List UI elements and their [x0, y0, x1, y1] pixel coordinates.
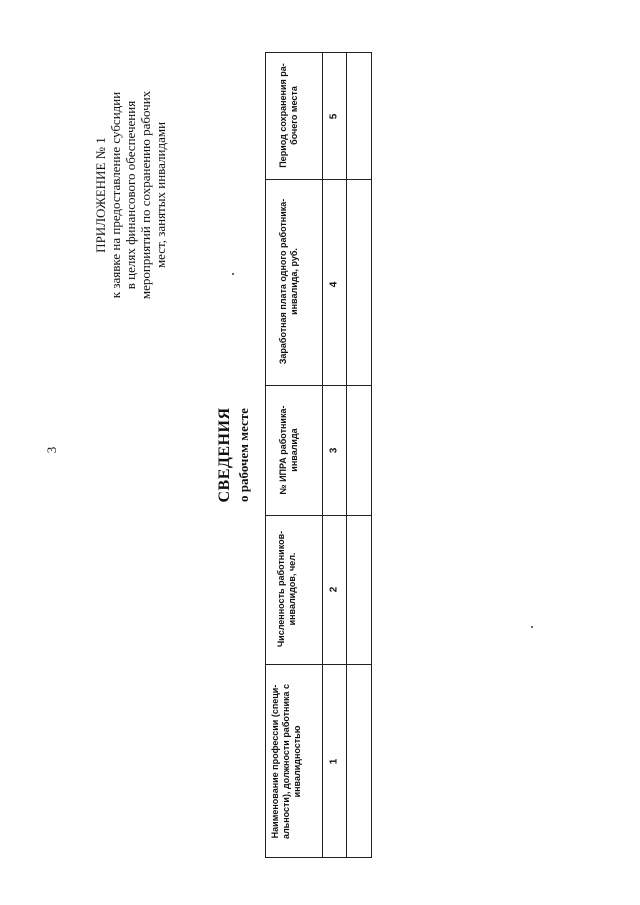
appendix-line: мероприятий по сохранению рабочих	[138, 90, 153, 300]
column-number: 3	[328, 447, 340, 454]
column-header: № ИПРА работника-инвалида	[278, 405, 299, 495]
table-rule	[346, 53, 347, 857]
column-number: 5	[328, 113, 340, 120]
column-header: Наименование профессии (специ-альности), должности работника с инвалидностью	[270, 683, 302, 840]
table-rule	[322, 53, 323, 857]
column-header: Заработная плата одного работника-инвалида, руб.	[278, 198, 299, 365]
heading-subtitle: о рабочем месте	[236, 408, 251, 502]
column-number: 1	[328, 758, 340, 765]
scan-speck	[232, 273, 234, 275]
table-rule	[266, 385, 371, 386]
appendix-title: ПРИЛОЖЕНИЕ № 1	[93, 137, 108, 253]
appendix-line: мест, занятых инвалидами	[153, 121, 168, 269]
document-heading	[215, 395, 260, 515]
column-header: Численность работников-инвалидов, чел.	[276, 530, 297, 648]
appendix-block	[93, 60, 183, 330]
table-rule	[266, 179, 371, 180]
appendix-line: в целях финансового обеспечения	[123, 100, 138, 290]
table-rule	[266, 664, 371, 665]
column-number: 4	[328, 281, 340, 288]
column-header: Период сохранения ра-бочего места	[278, 63, 299, 168]
page-number: 3	[44, 446, 59, 454]
workplace-table	[265, 52, 372, 858]
appendix-line: к заявке на предоставление субсидии	[108, 91, 123, 299]
column-number: 2	[328, 586, 340, 593]
heading-title: СВЕДЕНИЯ	[216, 407, 233, 503]
scan-speck	[531, 626, 533, 628]
table-rule	[266, 515, 371, 516]
